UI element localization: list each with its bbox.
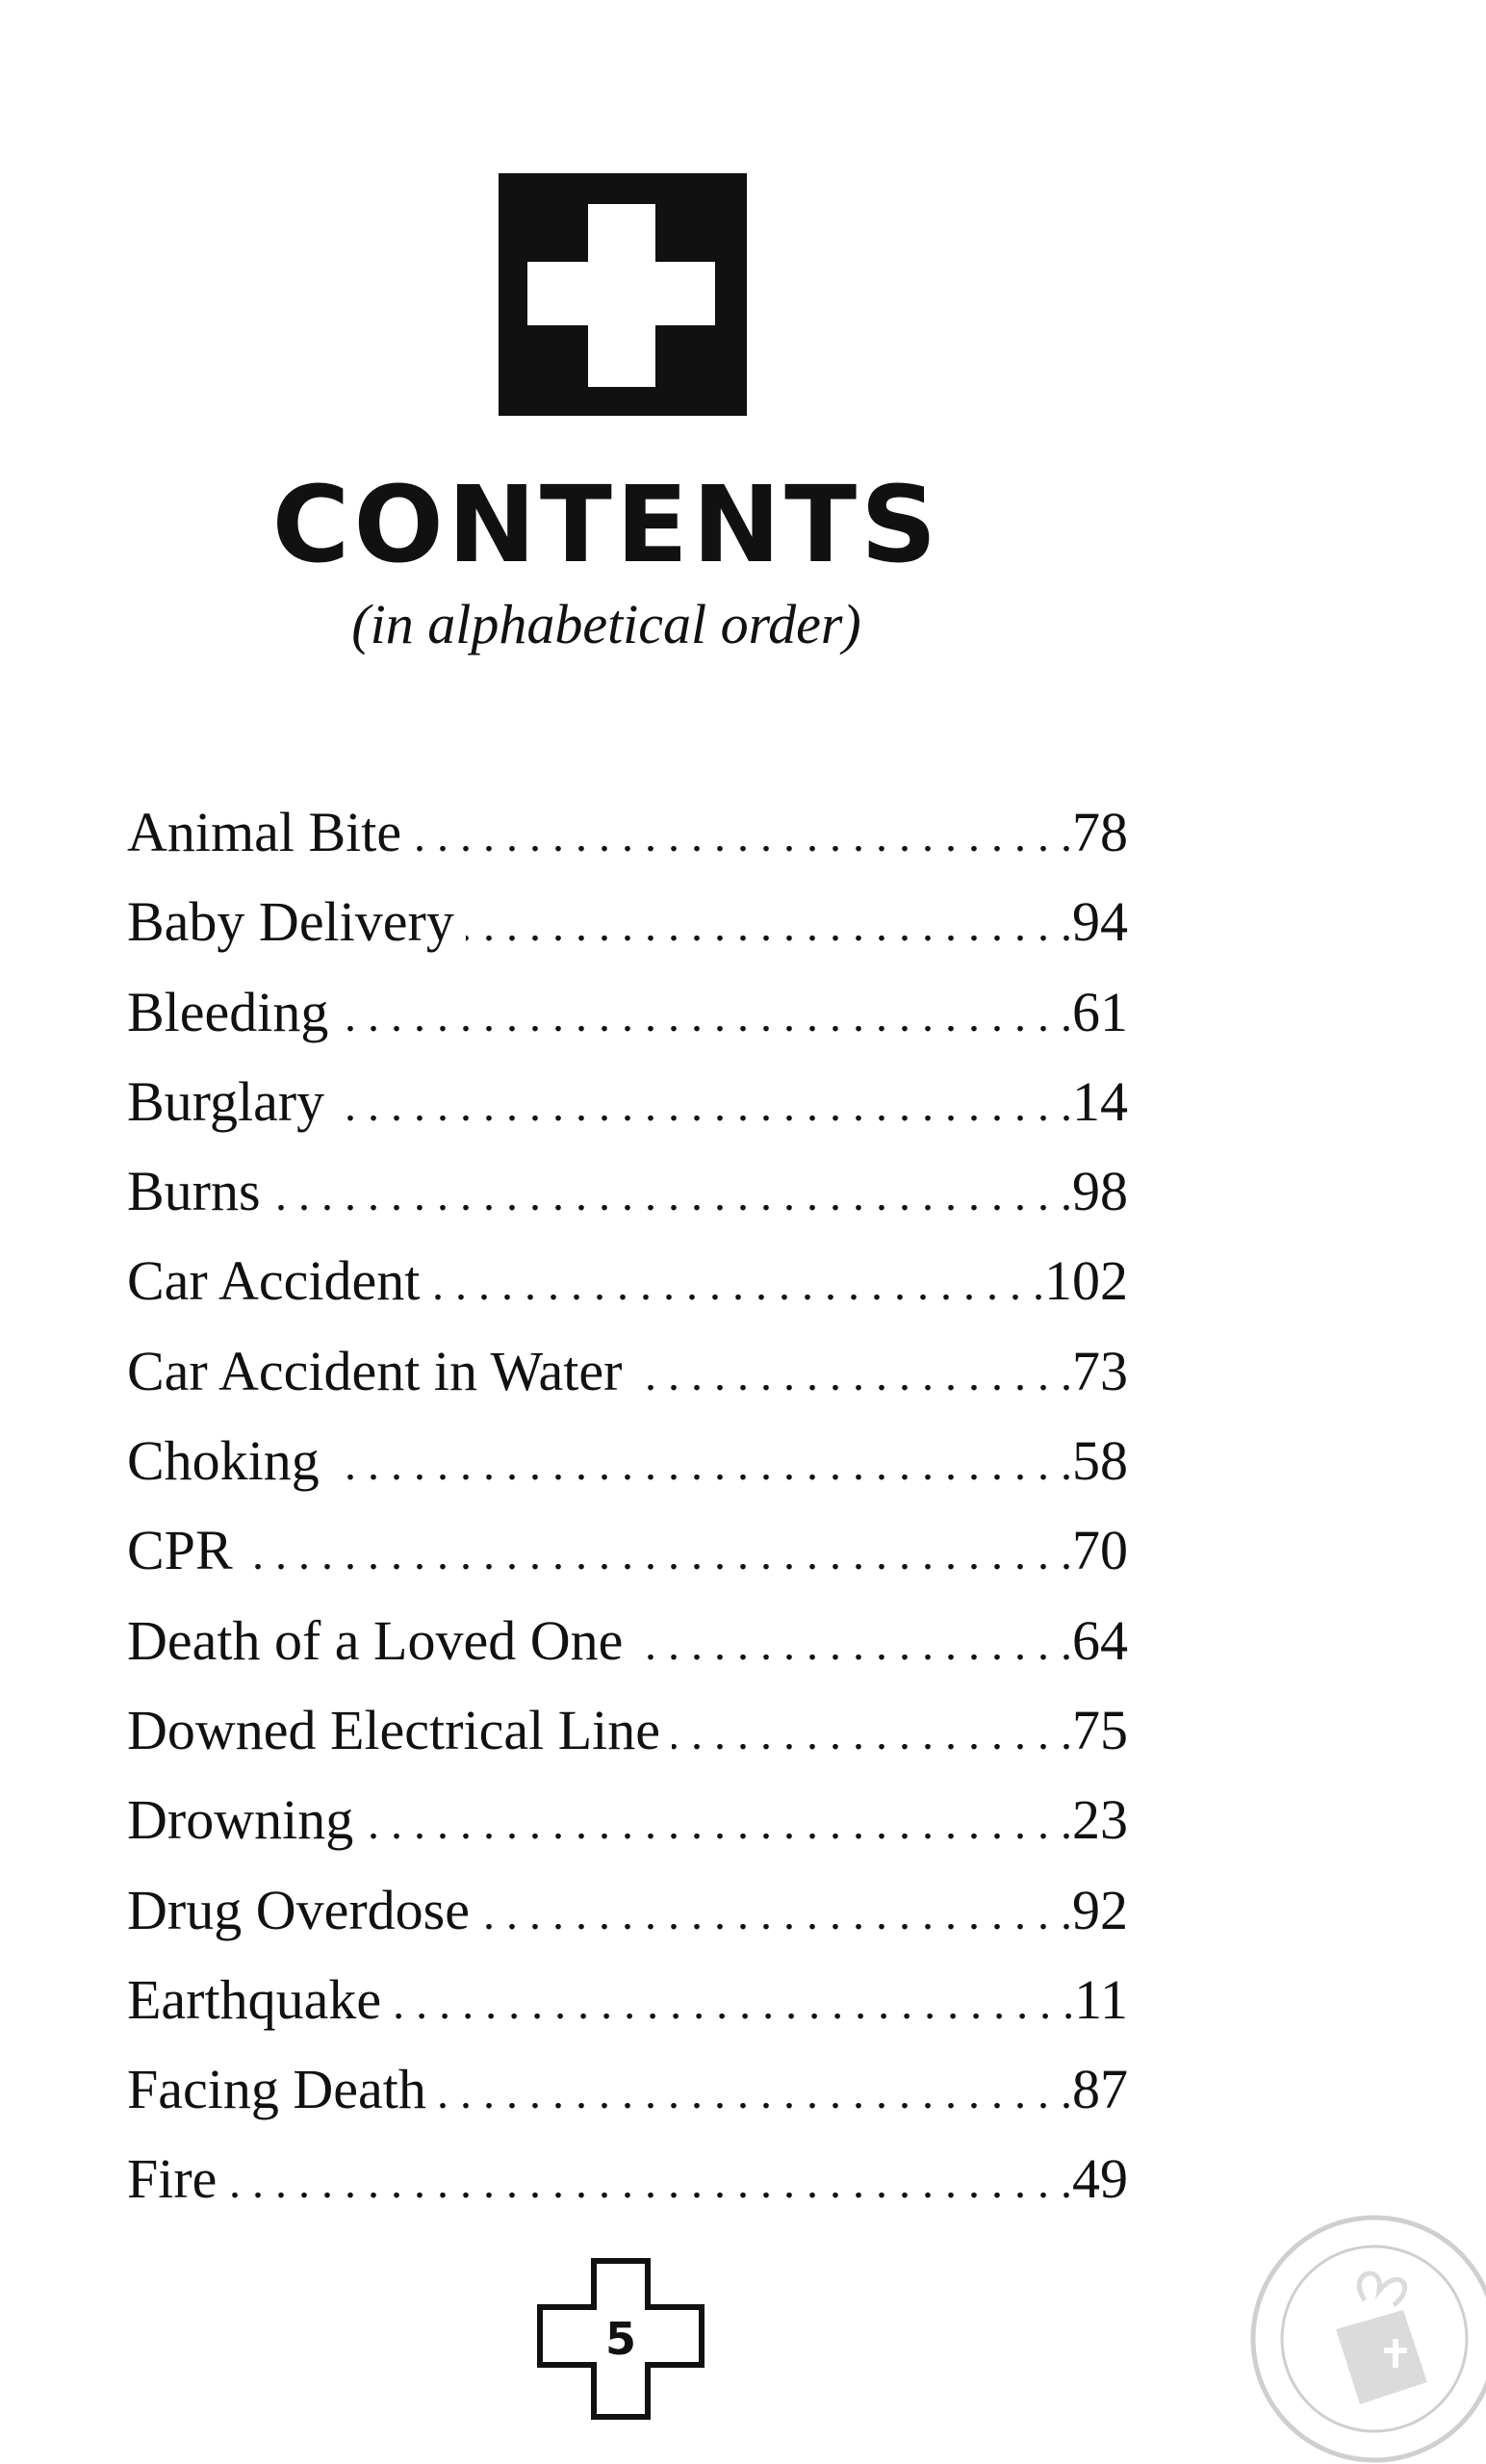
page-title: CONTENTS [271, 463, 941, 586]
toc-entry [127, 787, 1128, 877]
toc-entry-page: 61 [1072, 980, 1128, 1043]
toc-entry-page: 75 [1072, 1698, 1128, 1761]
dot-leader [633, 1330, 1072, 1420]
toc-entry-page: 73 [1072, 1339, 1128, 1402]
toc-entry [127, 1236, 1128, 1325]
gift-bag-icon [1336, 2273, 1427, 2404]
dot-leader [431, 1240, 1044, 1329]
toc-entry-title: CPR [127, 1519, 233, 1582]
dot-leader [634, 1600, 1072, 1689]
toc-entry-title: Earthquake [127, 1967, 382, 2031]
toc-entry-title: Burns [127, 1160, 261, 1223]
toc-entry-page: 87 [1072, 2058, 1128, 2121]
dot-leader [340, 971, 1072, 1061]
page-number: 5 [604, 2313, 636, 2365]
toc-entry-page: 11 [1074, 1967, 1128, 2031]
dot-leader [244, 1509, 1072, 1599]
toc-entry-title: Bleeding [127, 980, 329, 1043]
toc-entry-page: 98 [1072, 1160, 1128, 1223]
dot-leader [413, 791, 1072, 881]
toc-entry-title: Facing Death [127, 2058, 426, 2121]
dot-leader [365, 1779, 1072, 1868]
toc-entry-title: Animal Bite [127, 801, 402, 863]
cross-icon [499, 173, 747, 416]
toc-entry-page: 94 [1072, 890, 1128, 954]
page-number-badge [534, 2257, 707, 2421]
toc-entry [127, 1416, 1128, 1505]
dot-leader [336, 1061, 1072, 1150]
toc-entry [127, 1775, 1128, 1864]
dot-leader [481, 1869, 1072, 1959]
toc-entry [127, 967, 1128, 1057]
toc-entry [127, 1326, 1128, 1416]
toc-entry-title: Drowning [127, 1788, 354, 1852]
toc-entry-title: Car Accident in Water [127, 1339, 623, 1402]
page-subtitle: (in alphabetical order) [351, 593, 861, 655]
toc-entry-page: 23 [1072, 1788, 1128, 1852]
toc-entry-page: 102 [1044, 1249, 1128, 1313]
toc-entry-title: Baby Delivery [127, 890, 454, 954]
table-of-contents [127, 787, 1128, 2224]
toc-entry-title: Burglary [127, 1069, 325, 1133]
dot-leader [272, 1150, 1072, 1240]
toc-entry-page: 14 [1072, 1069, 1128, 1133]
toc-entry-page: 64 [1072, 1608, 1128, 1672]
toc-entry-page: 70 [1072, 1519, 1128, 1582]
toc-entry-page: 58 [1072, 1429, 1128, 1493]
toc-entry-title: Car Accident [127, 1249, 421, 1313]
dot-leader [438, 2048, 1072, 2138]
toc-entry [127, 2044, 1128, 2134]
toc-entry [127, 2134, 1128, 2223]
toc-entry [127, 1596, 1128, 1685]
toc-entry-page: 92 [1072, 1878, 1128, 1941]
watermark-seal [1220, 2185, 1486, 2464]
toc-entry-page: 78 [1072, 801, 1128, 863]
toc-entry-title: Death of a Loved One [127, 1608, 624, 1672]
dot-leader [331, 1420, 1072, 1509]
toc-entry-title: Drug Overdose [127, 1878, 470, 1941]
toc-entry [127, 877, 1128, 966]
toc-entry [127, 1685, 1128, 1775]
dot-leader [228, 2138, 1072, 2227]
dot-leader [393, 1959, 1074, 2048]
toc-entry [127, 1955, 1128, 2044]
toc-entry-title: Choking [127, 1429, 320, 1493]
toc-entry-title: Fire [127, 2147, 218, 2211]
toc-entry [127, 1865, 1128, 1955]
toc-entry [127, 1146, 1128, 1236]
toc-entry [127, 1505, 1128, 1595]
dot-leader [466, 881, 1072, 970]
toc-entry [127, 1057, 1128, 1146]
toc-entry-page: 49 [1072, 2147, 1128, 2211]
dot-leader [672, 1689, 1072, 1779]
toc-entry-title: Downed Electrical Line [127, 1698, 660, 1761]
